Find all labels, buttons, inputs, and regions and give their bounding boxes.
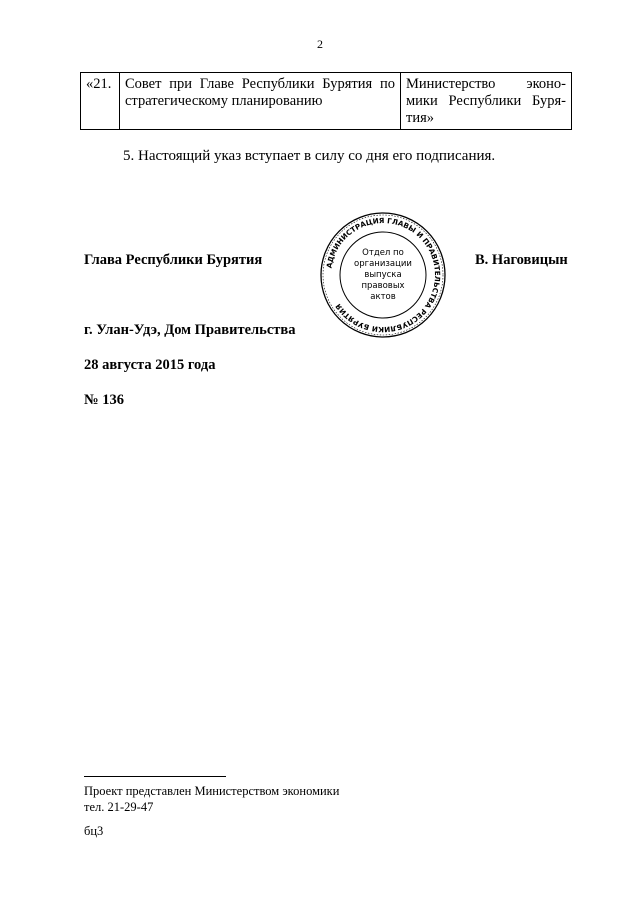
responsible-body: Министерство эконо-мики Республики Буря-тия» [401,73,572,130]
footer-code: бц3 [84,824,104,838]
signing-date: 28 августа 2015 года [84,357,216,373]
signing-place: г. Улан-Удэ, Дом Правительства [84,322,296,338]
stamp-line-3: выпуска [364,270,402,280]
row-number: «21. [81,73,120,130]
page-number: 2 [317,37,323,51]
stamp-line-2: организации [354,259,412,269]
footer-divider [84,776,226,777]
stamp-ring-text: АДМИНИСТРАЦИЯ ГЛАВЫ И ПРАВИТЕЛЬСТВА РЕСПУБЛИКИ БУРЯТИЯ [324,215,443,335]
stamp-line-4: правовых [361,281,405,291]
footer-phone: тел. 21-29-47 [84,800,154,814]
signatory-title: Глава Республики Бурятия [84,252,263,268]
footer-prepared-by: Проект представлен Министерством экономики [84,784,340,798]
official-stamp [318,210,448,340]
clause-5: 5. Настоящий указ вступает в силу со дня его подписания. [123,148,496,164]
stamp-line-5: актов [370,292,396,302]
stamp-line-1: Отдел по [362,248,404,258]
table-row [81,73,572,130]
signatory-name: В. Наговицын [475,252,568,268]
decree-number: № 136 [84,392,124,408]
council-name: Совет при Главе Республики Бурятия по стратегическому планированию [120,73,401,130]
decree-table [80,72,572,130]
